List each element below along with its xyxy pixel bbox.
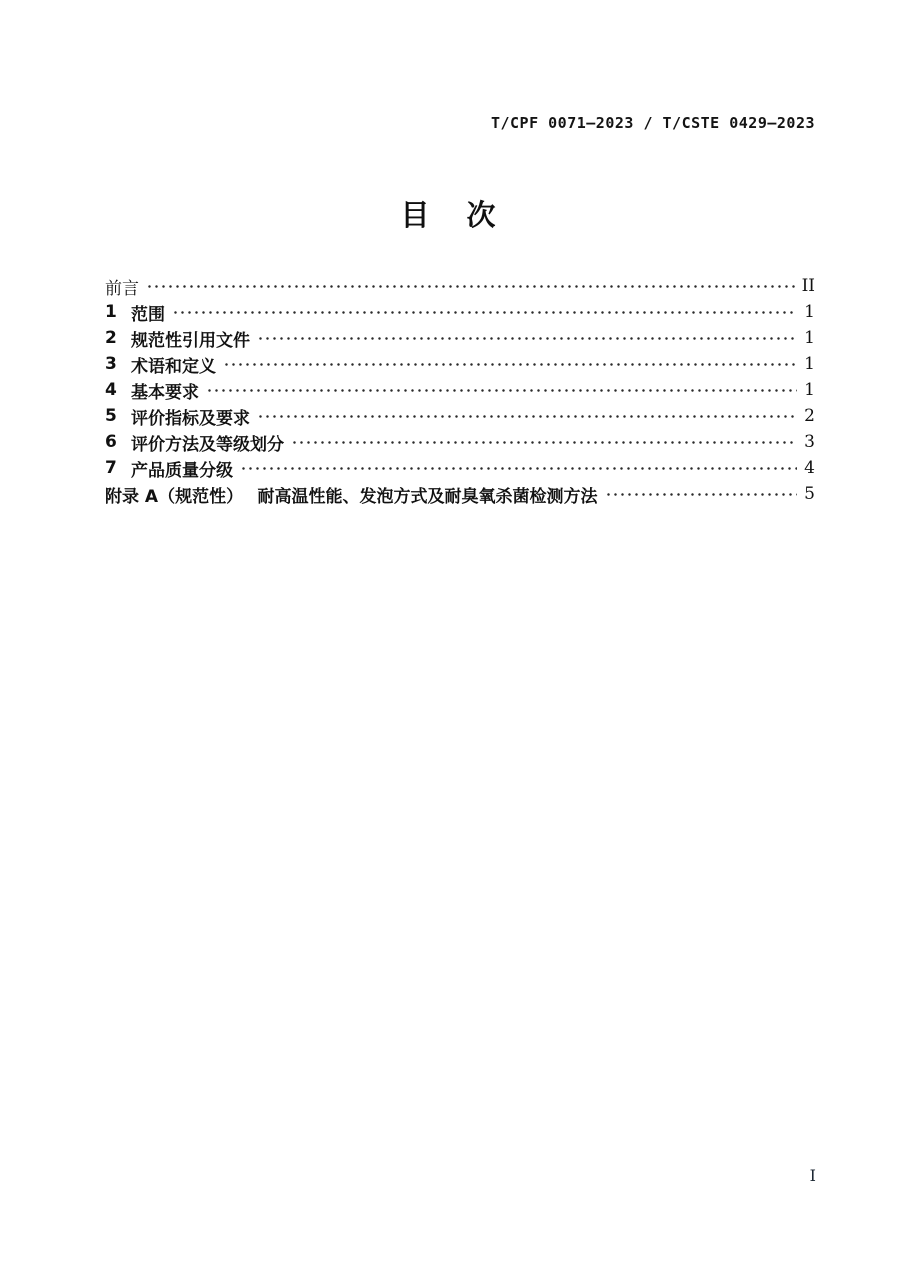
toc-entry-2: [105, 325, 815, 351]
toc-page-number: 3: [804, 432, 815, 452]
toc-page-number: 1: [804, 354, 815, 374]
toc-entry-label: 基本要求: [131, 382, 199, 403]
toc-entry-4: [105, 377, 815, 403]
toc-entry-number: 4: [105, 380, 117, 400]
toc-page-number: 1: [804, 380, 815, 400]
dot-leader: [291, 429, 797, 455]
toc-entry-number: 1: [105, 302, 117, 322]
toc-page-number: II: [801, 276, 815, 296]
dot-leader: [146, 273, 797, 299]
dot-leader: [257, 325, 797, 351]
toc-page-number: 4: [804, 458, 815, 478]
toc-page-number: 1: [804, 302, 815, 322]
toc-entry-label: 术语和定义: [131, 356, 216, 377]
toc-entry-appendix-a: [105, 481, 815, 507]
toc-entry-label: 评价指标及要求: [131, 408, 250, 429]
toc-entry-number: 2: [105, 328, 117, 348]
toc-entry-5: [105, 403, 815, 429]
dot-leader: [257, 403, 797, 429]
toc-entry-number: 6: [105, 432, 117, 452]
toc-entry-7: [105, 455, 815, 481]
toc-entry-number: 5: [105, 406, 117, 426]
toc-entry-label: 规范性引用文件: [131, 330, 250, 351]
dot-leader: [240, 455, 797, 481]
footer-page-number: I: [809, 1166, 816, 1185]
standard-number-header: T/CPF 0071—2023 / T/CSTE 0429—2023: [490, 114, 815, 132]
toc-entry-label: 产品质量分级: [131, 460, 233, 481]
toc-page-number: 1: [804, 328, 815, 348]
dot-leader: [172, 299, 797, 325]
toc-page-number: 2: [804, 406, 815, 426]
page-title: 目 次: [400, 198, 500, 232]
dot-leader: [605, 481, 798, 507]
toc-entry-label: 前言: [105, 278, 139, 299]
toc-entry-6: [105, 429, 815, 455]
dot-leader: [206, 377, 797, 403]
toc-entry-foreword: [105, 273, 815, 299]
toc-entry-number: 3: [105, 354, 117, 374]
dot-leader: [223, 351, 797, 377]
toc-entry-3: [105, 351, 815, 377]
toc-entry-label: 范围: [131, 304, 165, 325]
toc-entry-label: 附录 A（规范性） 耐高温性能、发泡方式及耐臭氧杀菌检测方法: [105, 486, 598, 507]
toc-entry-label: 评价方法及等级划分: [131, 434, 284, 455]
toc-entry-1: [105, 299, 815, 325]
toc-entry-number: 7: [105, 458, 117, 478]
toc-page-number: 5: [804, 484, 815, 504]
table-of-contents: [105, 273, 815, 507]
